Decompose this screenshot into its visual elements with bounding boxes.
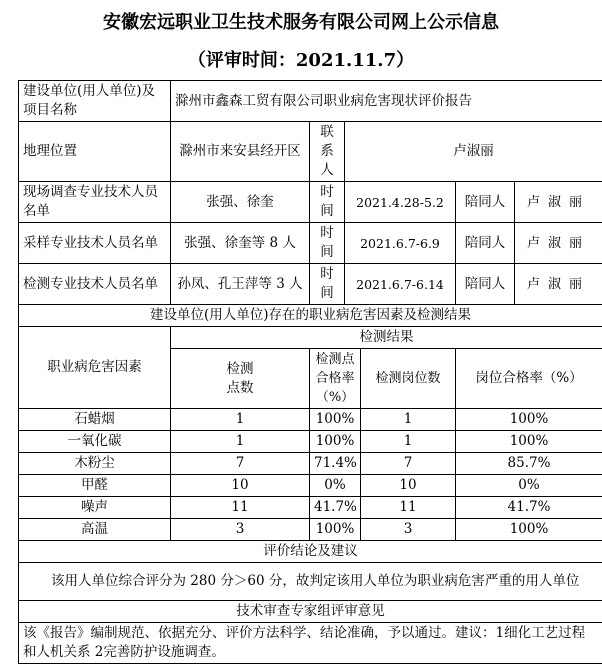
page-title: 安徽宏远职业卫生技术服务有限公司网上公示信息 bbox=[103, 12, 499, 33]
hazard-row bbox=[19, 497, 602, 519]
hazard-post-rate: 100% bbox=[456, 519, 602, 541]
hazard-posts: 1 bbox=[361, 431, 456, 453]
contact-label: 联系人 bbox=[310, 122, 345, 182]
hazard-points: 7 bbox=[171, 453, 310, 475]
hazard-name: 甲醛 bbox=[19, 475, 171, 497]
hazard-row bbox=[19, 409, 602, 431]
hazard-header-row bbox=[19, 327, 602, 349]
hazard-points: 1 bbox=[171, 409, 310, 431]
staff-names: 张强、徐奎 bbox=[171, 182, 310, 223]
staff-names: 孙凤、孔王萍等 3 人 bbox=[171, 264, 310, 305]
review-title: 技术审查专家组评审意见 bbox=[19, 601, 602, 623]
staff-label: 现场调查专业技术人员名单 bbox=[19, 182, 171, 223]
accompany-value: 卢淑丽 bbox=[515, 264, 602, 305]
accompany-value: 卢淑丽 bbox=[515, 182, 602, 223]
hazard-post-rate: 100% bbox=[456, 409, 602, 431]
accompany-label: 陪同人 bbox=[456, 223, 515, 264]
staff-row bbox=[19, 264, 602, 305]
hazard-row bbox=[19, 475, 602, 497]
time-value: 2021.6.7-6.14 bbox=[345, 264, 456, 305]
hazard-posts: 10 bbox=[361, 475, 456, 497]
time-value: 2021.4.28-5.2 bbox=[345, 182, 456, 223]
review-text: 该《报告》编制规范、依据充分、评价方法科学、结论准确，予以通过。建议：1细化工艺过程和人机关系 2完善防护设施调查。 bbox=[19, 623, 602, 664]
project-row bbox=[19, 81, 602, 122]
hazard-name: 噪声 bbox=[19, 497, 171, 519]
hazard-row bbox=[19, 431, 602, 453]
staff-names: 张强、徐奎等 8 人 bbox=[171, 223, 310, 264]
hazard-point-rate: 100% bbox=[310, 519, 361, 541]
hazard-name: 木粉尘 bbox=[19, 453, 171, 475]
hazard-points: 1 bbox=[171, 431, 310, 453]
hazard-name: 高温 bbox=[19, 519, 171, 541]
conclusion-text: 该用人单位综合评分为 280 分＞60 分，故判定该用人单位为职业病危害严重的用人单位 bbox=[19, 563, 602, 601]
hazard-points: 10 bbox=[171, 475, 310, 497]
hazard-section-row bbox=[19, 305, 602, 327]
posts-header: 检测岗位数 bbox=[361, 349, 456, 409]
hazard-point-rate: 41.7% bbox=[310, 497, 361, 519]
location-label: 地理位置 bbox=[19, 122, 171, 182]
point-rate-header: 检测点合格率（%） bbox=[310, 349, 361, 409]
accompany-label: 陪同人 bbox=[456, 264, 515, 305]
staff-row bbox=[19, 223, 602, 264]
conclusion-title: 评价结论及建议 bbox=[19, 541, 602, 563]
project-value: 滁州市鑫森工贸有限公司职业病危害现状评价报告 bbox=[171, 81, 602, 122]
accompany-value: 卢淑丽 bbox=[515, 223, 602, 264]
time-value: 2021.6.7-6.9 bbox=[345, 223, 456, 264]
time-label: 时间 bbox=[310, 223, 345, 264]
hazard-name: 石蜡烟 bbox=[19, 409, 171, 431]
hazard-row bbox=[19, 453, 602, 475]
hazard-posts: 11 bbox=[361, 497, 456, 519]
hazard-point-rate: 100% bbox=[310, 409, 361, 431]
points-header: 检测点数 bbox=[171, 349, 310, 409]
time-label: 时间 bbox=[310, 182, 345, 223]
review-time: （评审时间：2021.11.7） bbox=[187, 50, 415, 71]
hazard-name: 一氧化碳 bbox=[19, 431, 171, 453]
hazard-posts: 3 bbox=[361, 519, 456, 541]
conclusion-text-row bbox=[19, 563, 602, 601]
contact-value: 卢淑丽 bbox=[345, 122, 602, 182]
accompany-label: 陪同人 bbox=[456, 182, 515, 223]
post-rate-header: 岗位合格率（%） bbox=[456, 349, 602, 409]
hazard-point-rate: 71.4% bbox=[310, 453, 361, 475]
hazard-row bbox=[19, 519, 602, 541]
hazard-point-rate: 0% bbox=[310, 475, 361, 497]
conclusion-title-row bbox=[19, 541, 602, 563]
hazard-post-rate: 41.7% bbox=[456, 497, 602, 519]
hazard-posts: 7 bbox=[361, 453, 456, 475]
staff-label: 检测专业技术人员名单 bbox=[19, 264, 171, 305]
project-label: 建设单位(用人单位)及项目名称 bbox=[19, 81, 171, 122]
hazard-posts: 1 bbox=[361, 409, 456, 431]
location-row bbox=[19, 122, 602, 182]
staff-row bbox=[19, 182, 602, 223]
review-text-row bbox=[19, 623, 602, 664]
hazard-post-rate: 85.7% bbox=[456, 453, 602, 475]
hazard-points: 11 bbox=[171, 497, 310, 519]
hazard-post-rate: 100% bbox=[456, 431, 602, 453]
hazard-section-title: 建设单位(用人单位)存在的职业病危害因素及检测结果 bbox=[19, 305, 602, 327]
factor-header: 职业病危害因素 bbox=[19, 327, 171, 409]
hazard-post-rate: 0% bbox=[456, 475, 602, 497]
info-table bbox=[18, 80, 602, 664]
hazard-point-rate: 100% bbox=[310, 431, 361, 453]
review-title-row bbox=[19, 601, 602, 623]
location-value: 滁州市来安县经开区 bbox=[171, 122, 310, 182]
hazard-points: 3 bbox=[171, 519, 310, 541]
staff-label: 采样专业技术人员名单 bbox=[19, 223, 171, 264]
time-label: 时间 bbox=[310, 264, 345, 305]
results-header: 检测结果 bbox=[171, 327, 602, 349]
